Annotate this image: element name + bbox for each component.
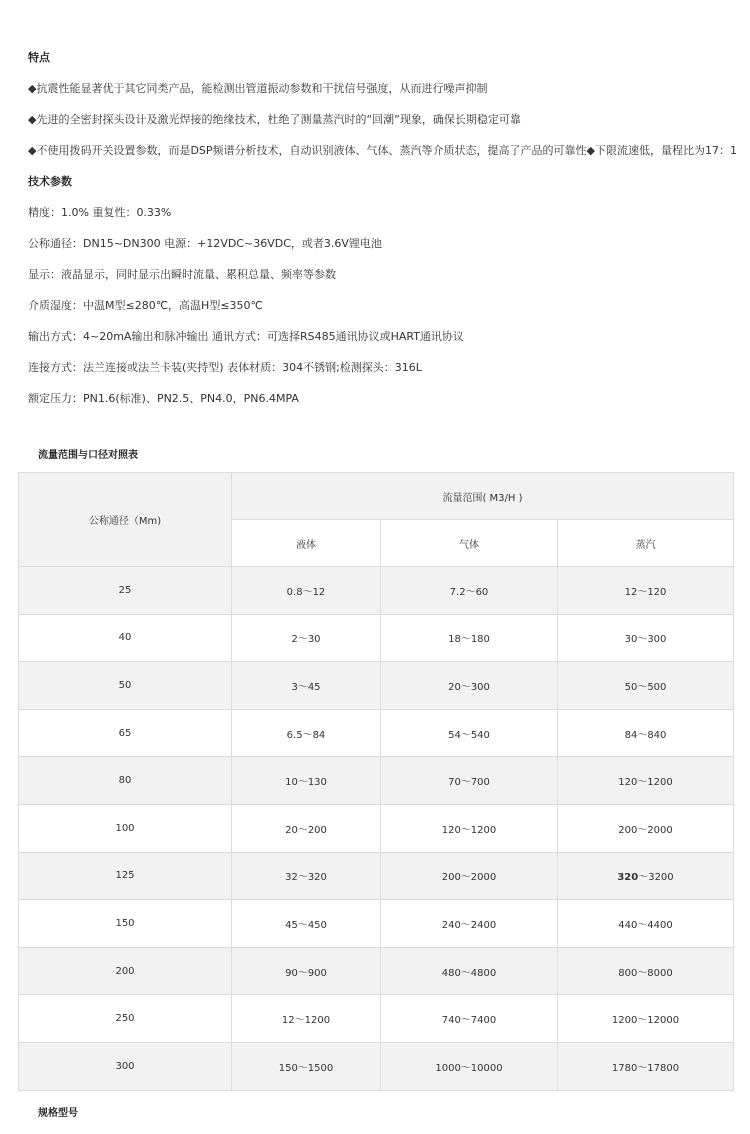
cell-liquid: 90～900	[232, 947, 381, 995]
table-row	[19, 757, 734, 805]
cell-dn: 150	[19, 900, 232, 948]
cell-dn: 100	[19, 804, 232, 852]
flow-table-caption: 流量范围与口径对照表	[38, 450, 138, 461]
table-row	[19, 1042, 734, 1090]
tech-item: 额定压力：PN1.6(标准)、PN2.5、PN4.0，PN6.4MPA	[28, 392, 299, 405]
cell-steam: 1780～17800	[558, 1042, 734, 1090]
cell-gas: 18～180	[381, 614, 558, 662]
cell-steam: 1200～12000	[558, 995, 734, 1043]
cell-steam: 120～1200	[558, 757, 734, 805]
cell-steam: 30～300	[558, 614, 734, 662]
tech-item: 显示：液晶显示，同时显示出瞬时流量、累积总量、频率等参数	[28, 268, 336, 281]
feature-item: ◆抗震性能显著优于其它同类产品，能检测出管道振动参数和干扰信号强度，从而进行噪声抑制	[28, 82, 488, 95]
tech-title: 技术参数	[28, 175, 72, 188]
cell-steam: 200～2000	[558, 804, 734, 852]
cell-gas: 240～2400	[381, 900, 558, 948]
cell-steam: 800～8000	[558, 947, 734, 995]
cell-liquid: 45～450	[232, 900, 381, 948]
cell-liquid: 150～1500	[232, 1042, 381, 1090]
cell-steam: 50～500	[558, 662, 734, 710]
cell-liquid: 0.8～12	[232, 567, 381, 615]
cell-liquid: 2～30	[232, 614, 381, 662]
table-row	[19, 567, 734, 615]
table-row	[19, 947, 734, 995]
cell-gas: 740～7400	[381, 995, 558, 1043]
table-row	[19, 900, 734, 948]
tech-item: 精度：1.0% 重复性：0.33%	[28, 206, 172, 219]
cell-dn: 80	[19, 757, 232, 805]
feature-item: ◆先进的全密封探头设计及激光焊接的绝缘技术，杜绝了测量蒸汽时的“回潮”现象，确保长期稳定可靠	[28, 113, 521, 126]
cell-steam	[558, 852, 734, 900]
cell-dn: 50	[19, 662, 232, 710]
features-title: 特点	[28, 51, 50, 64]
cell-gas: 70～700	[381, 757, 558, 805]
cell-steam: 440～4400	[558, 900, 734, 948]
table-row	[19, 995, 734, 1043]
cell-dn: 200	[19, 947, 232, 995]
cell-gas: 480～4800	[381, 947, 558, 995]
cell-gas: 54～540	[381, 709, 558, 757]
cell-gas: 7.2～60	[381, 567, 558, 615]
cell-dn: 40	[19, 614, 232, 662]
cell-gas: 1000～10000	[381, 1042, 558, 1090]
tech-item: 输出方式：4~20mA输出和脉冲输出 通讯方式：可选择RS485通讯协议或HART通讯协议	[28, 330, 464, 343]
header-steam: 蒸汽	[558, 520, 734, 567]
header-range: 流量范围( M3/H )	[232, 473, 734, 520]
cell-steam: 12～120	[558, 567, 734, 615]
cell-dn: 65	[19, 709, 232, 757]
header-diameter: 公称通径（Mm)	[19, 473, 232, 567]
cell-liquid: 6.5～84	[232, 709, 381, 757]
table-row	[19, 804, 734, 852]
cell-gas: 120～1200	[381, 804, 558, 852]
cell-steam: 84～840	[558, 709, 734, 757]
header-liquid: 液体	[232, 520, 381, 567]
cell-liquid: 20～200	[232, 804, 381, 852]
cell-dn: 300	[19, 1042, 232, 1090]
header-gas: 气体	[381, 520, 558, 567]
feature-item: ◆不使用拨码开关设置参数，而是DSP频谱分析技术，自动识别液体、气体、蒸汽等介质状态，提高了产品的可靠性◆下限流速低，量程比为17：1	[28, 144, 737, 157]
flow-table	[18, 472, 734, 1091]
cell-dn: 250	[19, 995, 232, 1043]
cell-steam-rest: ～3200	[638, 872, 674, 884]
cell-liquid: 10～130	[232, 757, 381, 805]
table-row	[19, 852, 734, 900]
cell-gas: 20～300	[381, 662, 558, 710]
table-row	[19, 709, 734, 757]
cell-liquid: 3～45	[232, 662, 381, 710]
tech-item: 介质湿度：中温M型≤280℃，高温H型≤350℃	[28, 299, 263, 312]
cell-dn: 125	[19, 852, 232, 900]
spec-title: 规格型号	[38, 1108, 78, 1119]
cell-gas: 200～2000	[381, 852, 558, 900]
table-row	[19, 662, 734, 710]
table-row	[19, 614, 734, 662]
cell-steam-bold: 320	[617, 872, 639, 884]
tech-item: 公称通径：DN15~DN300 电源：+12VDC~36VDC，或者3.6V锂电池	[28, 237, 382, 250]
tech-item: 连接方式：法兰连接或法兰卡装(夹持型) 表体材质：304不锈钢;检测探头：316L	[28, 361, 422, 374]
cell-dn: 25	[19, 567, 232, 615]
cell-liquid: 32～320	[232, 852, 381, 900]
cell-liquid: 12～1200	[232, 995, 381, 1043]
